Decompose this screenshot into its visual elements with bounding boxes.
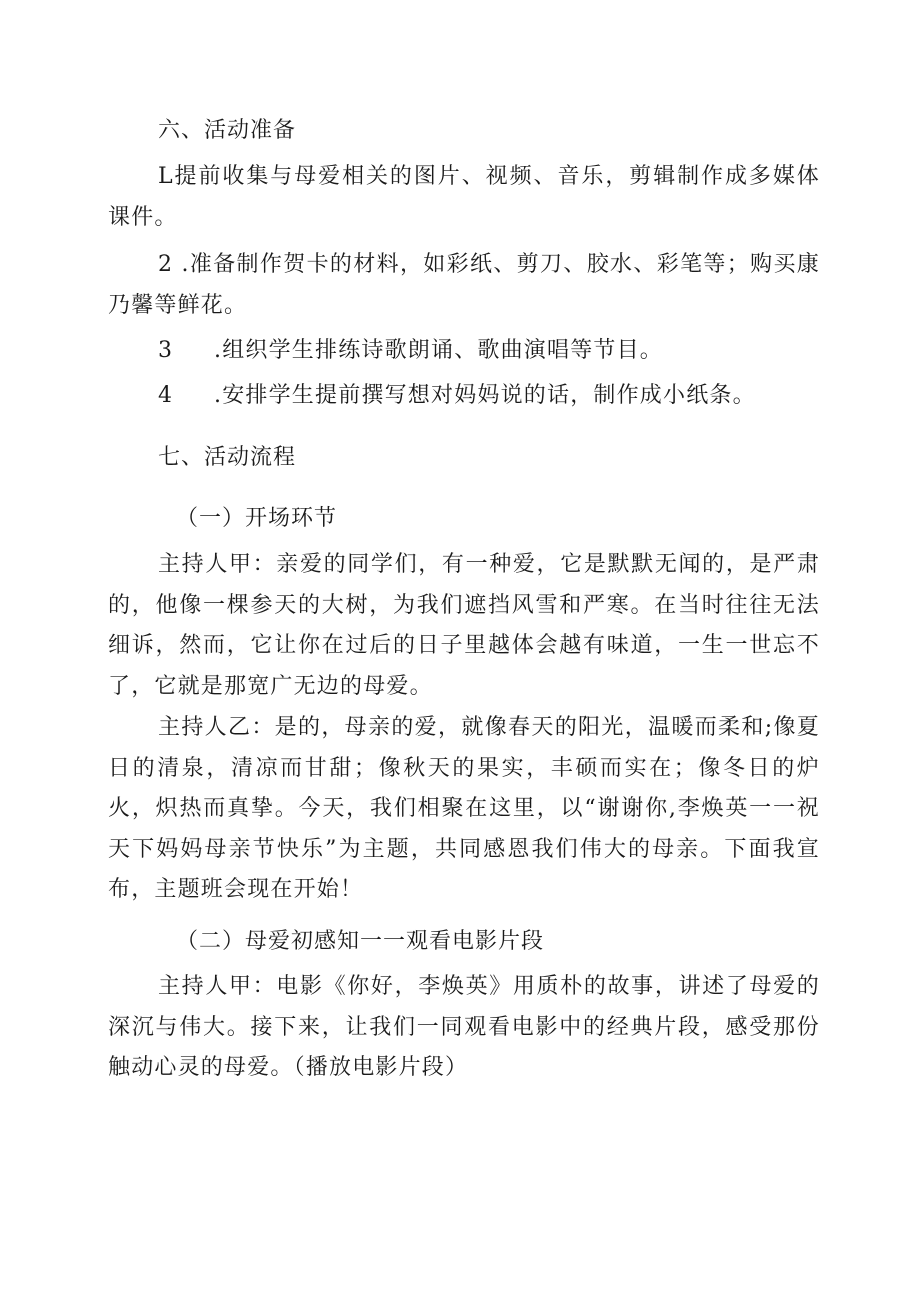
section-7-heading: 七、活动流程 xyxy=(158,445,297,470)
prep-item-3 xyxy=(158,338,663,364)
part-1-heading: （一）开场环节 xyxy=(176,506,338,531)
part-2-heading: （二）母爱初感知一一观看电影片段 xyxy=(176,929,545,954)
section-6-heading: 六、活动准备 xyxy=(158,118,297,143)
prep-item-4-text: .安排学生提前撰写想对妈妈说的话，制作成小纸条。 xyxy=(214,383,756,408)
prep-item-2: 2 .准备制作贺卡的材料，如彩纸、剪刀、胶水、彩笔等；购买康乃馨等鲜花。 xyxy=(108,252,820,318)
part-1-host-b: 主持人乙：是的，母亲的爱，就像春天的阳光，温暖而柔和;像夏日的清泉，清凉而甘甜；像秋天的果实，丰硕而实在；像冬日的炉火，炽热而真挚。今天，我们相聚在这里，以“谢谢你,李焕英一一祝天下妈妈母亲节快乐”为主题，共同感恩我们伟大的母亲。下面我宣布，主题班会现在开始！ xyxy=(108,715,820,902)
prep-item-1: L提前收集与母爱相关的图片、视频、音乐，剪辑制作成多媒体课件。 xyxy=(108,164,820,230)
prep-item-3-text: .组织学生排练诗歌朗诵、歌曲演唱等节目。 xyxy=(214,338,663,363)
prep-item-4 xyxy=(158,383,756,409)
part-1-host-a: 主持人甲：亲爱的同学们，有一种爱，它是默默无闻的，是严肃的，他像一棵参天的大树，为我们遮挡风雪和严寒。在当时往往无法细诉，然而，它让你在过后的日子里越体会越有味道，一生一世忘不了，它就是那宽广无边的母爱。 xyxy=(108,552,820,699)
prep-item-4-number: 4 xyxy=(158,383,174,408)
part-2-host-a: 主持人甲：电影《你好，李焕英》用质朴的故事，讲述了母爱的深沉与伟大。接下来，让我们一同观看电影中的经典片段，感受那份触动心灵的母爱。（播放电影片段） xyxy=(108,974,820,1080)
prep-item-3-number: 3 xyxy=(158,338,174,363)
